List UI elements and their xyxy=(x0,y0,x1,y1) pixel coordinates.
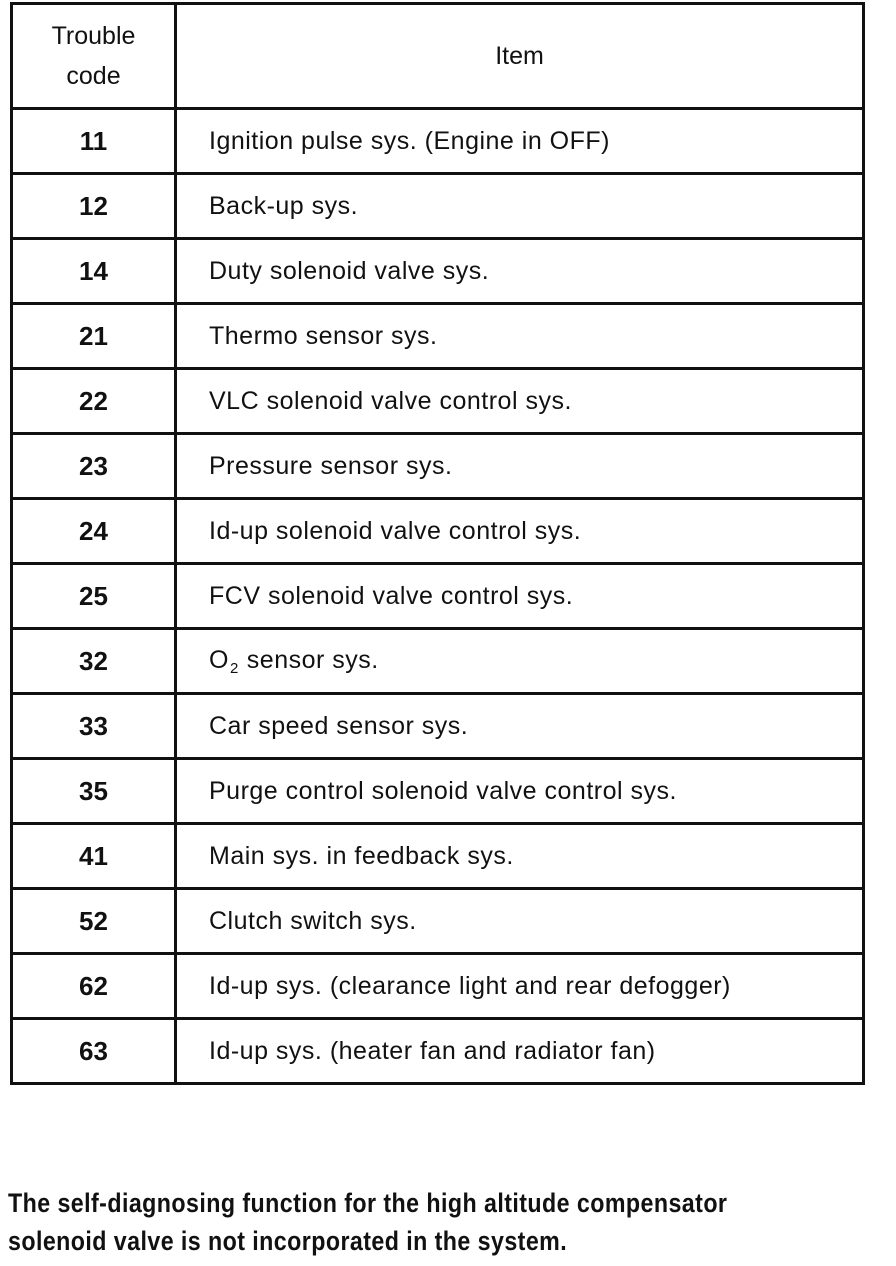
trouble-code-cell: 11 xyxy=(12,109,176,174)
trouble-code-cell: 25 xyxy=(12,564,176,629)
item-cell: Pressure sensor sys. xyxy=(176,434,864,499)
table-row xyxy=(12,1019,864,1084)
table-row xyxy=(12,499,864,564)
table-header-row xyxy=(12,4,864,109)
table-row xyxy=(12,174,864,239)
trouble-code-cell: 21 xyxy=(12,304,176,369)
header-code-line1: Trouble xyxy=(51,22,136,50)
table-row xyxy=(12,434,864,499)
trouble-code-cell: 24 xyxy=(12,499,176,564)
item-suffix: sensor sys. xyxy=(246,645,379,674)
item-cell: Back-up sys. xyxy=(176,174,864,239)
trouble-code-cell: 62 xyxy=(12,954,176,1019)
item-cell: Thermo sensor sys. xyxy=(176,304,864,369)
item-cell: Car speed sensor sys. xyxy=(176,694,864,759)
header-trouble-code xyxy=(12,4,176,109)
item-cell: Clutch switch sys. xyxy=(176,889,864,954)
trouble-code-cell: 35 xyxy=(12,759,176,824)
trouble-code-cell: 12 xyxy=(12,174,176,239)
trouble-code-cell: 23 xyxy=(12,434,176,499)
table-row xyxy=(12,694,864,759)
table-row xyxy=(12,239,864,304)
trouble-code-cell: 32 xyxy=(12,629,176,694)
table-row xyxy=(12,824,864,889)
table-row xyxy=(12,954,864,1019)
item-cell: Id-up sys. (heater fan and radiator fan) xyxy=(176,1019,864,1084)
trouble-code-cell: 41 xyxy=(12,824,176,889)
header-code-line2: code xyxy=(66,62,121,90)
table-row xyxy=(12,889,864,954)
table-row xyxy=(12,369,864,434)
trouble-code-cell: 63 xyxy=(12,1019,176,1084)
item-cell: FCV solenoid valve control sys. xyxy=(176,564,864,629)
trouble-code-cell: 52 xyxy=(12,889,176,954)
header-item: Item xyxy=(176,4,864,109)
item-cell: Id-up solenoid valve control sys. xyxy=(176,499,864,564)
trouble-code-table-container xyxy=(10,2,862,1085)
table-row xyxy=(12,629,864,694)
item-subscript: 2 xyxy=(229,659,239,677)
item-cell: Duty solenoid valve sys. xyxy=(176,239,864,304)
table-row xyxy=(12,564,864,629)
item-cell: VLC solenoid valve control sys. xyxy=(176,369,864,434)
item-prefix: O xyxy=(209,645,229,674)
table-row xyxy=(12,759,864,824)
table-row xyxy=(12,304,864,369)
trouble-code-cell: 14 xyxy=(12,239,176,304)
item-cell: Main sys. in feedback sys. xyxy=(176,824,864,889)
trouble-code-cell: 22 xyxy=(12,369,176,434)
trouble-code-cell: 33 xyxy=(12,694,176,759)
item-cell: Purge control solenoid valve control sys. xyxy=(176,759,864,824)
footnote-line1: The self-diagnosing function for the high altitude compensator xyxy=(8,1188,728,1218)
footnote-line2: solenoid valve is not incorporated in the system. xyxy=(8,1226,568,1256)
footnote xyxy=(8,1184,885,1260)
trouble-code-table xyxy=(10,2,865,1085)
item-cell xyxy=(176,629,864,694)
table-row xyxy=(12,109,864,174)
item-cell: Ignition pulse sys. (Engine in OFF) xyxy=(176,109,864,174)
item-cell: Id-up sys. (clearance light and rear defogger) xyxy=(176,954,864,1019)
